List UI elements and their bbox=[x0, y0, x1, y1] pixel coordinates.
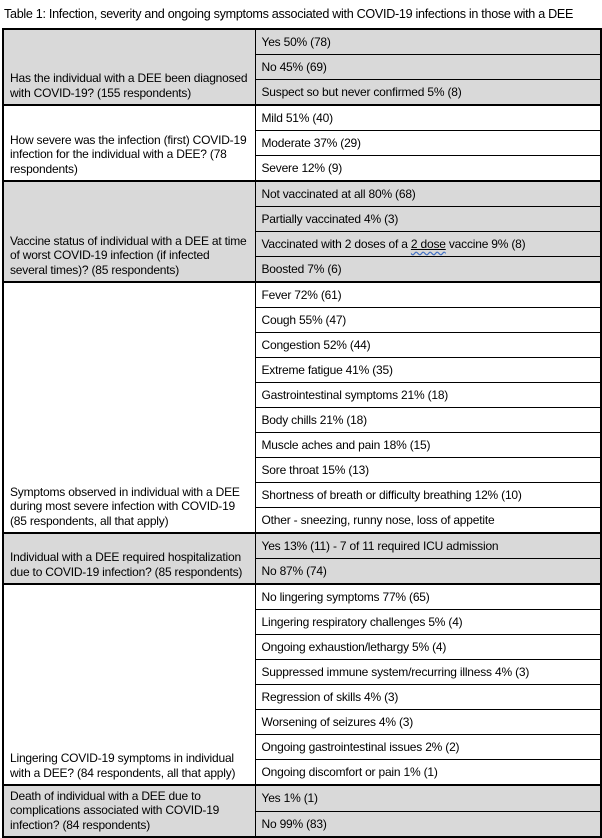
survey-table bbox=[2, 28, 602, 838]
table-row bbox=[3, 29, 601, 55]
answer-cell: Not vaccinated at all 80% (68) bbox=[255, 181, 601, 207]
answer-cell: Mild 51% (40) bbox=[255, 105, 601, 131]
question-cell-death: Death of individual with a DEE due to complications associated with COVID-19 infection? (84 respondents) bbox=[3, 785, 255, 837]
answer-cell: Cough 55% (47) bbox=[255, 308, 601, 333]
answer-cell: Yes 13% (11) - 7 of 11 required ICU admission bbox=[255, 533, 601, 559]
table-caption: Table 1: Infection, severity and ongoing symptoms associated with COVID-19 infections in those with a DEE bbox=[4, 7, 574, 21]
table-row bbox=[3, 105, 601, 131]
answer-text-suffix: vaccine 9% (8) bbox=[445, 236, 526, 251]
answer-cell: Lingering respiratory challenges 5% (4) bbox=[255, 610, 601, 635]
answer-cell: Extreme fatigue 41% (35) bbox=[255, 358, 601, 383]
table-row bbox=[3, 282, 601, 308]
dose-underlined-text[interactable]: 2 dose bbox=[410, 236, 446, 251]
answer-cell: Muscle aches and pain 18% (15) bbox=[255, 433, 601, 458]
answer-cell: Shortness of breath or difficulty breathing 12% (10) bbox=[255, 483, 601, 508]
answer-cell: Regression of skills 4% (3) bbox=[255, 685, 601, 710]
spellcheck-squiggle bbox=[411, 237, 446, 251]
answer-text-prefix: Vaccinated with 2 doses of a bbox=[261, 236, 411, 251]
table-row bbox=[3, 584, 601, 610]
answer-cell: No lingering symptoms 77% (65) bbox=[255, 584, 601, 610]
answer-cell: Partially vaccinated 4% (3) bbox=[255, 207, 601, 232]
question-cell-lingering: Lingering COVID-19 symptoms in individual with a DEE? (84 respondents, all that apply) bbox=[3, 584, 255, 785]
answer-cell: Other - sneezing, runny nose, loss of appetite bbox=[255, 508, 601, 534]
question-cell-hospitalization: Individual with a DEE required hospitalization due to COVID-19 infection? (85 respondents) bbox=[3, 533, 255, 584]
answer-cell: Worsening of seizures 4% (3) bbox=[255, 710, 601, 735]
table-row bbox=[3, 181, 601, 207]
answer-cell: No 45% (69) bbox=[255, 55, 601, 80]
answer-cell: Severe 12% (9) bbox=[255, 156, 601, 182]
question-cell-vaccine-status: Vaccine status of individual with a DEE at time of worst COVID-19 infection (if infected several times)? (85 respondents) bbox=[3, 181, 255, 282]
answer-cell: Ongoing gastrointestinal issues 2% (2) bbox=[255, 735, 601, 760]
answer-cell: Fever 72% (61) bbox=[255, 282, 601, 308]
table-row bbox=[3, 533, 601, 559]
answer-cell: Sore throat 15% (13) bbox=[255, 458, 601, 483]
answer-cell: No 87% (74) bbox=[255, 559, 601, 585]
answer-cell: Moderate 37% (29) bbox=[255, 131, 601, 156]
answer-cell: Suppressed immune system/recurring illness 4% (3) bbox=[255, 660, 601, 685]
answer-cell: Body chills 21% (18) bbox=[255, 408, 601, 433]
answer-cell: Gastrointestinal symptoms 21% (18) bbox=[255, 383, 601, 408]
answer-cell: No 99% (83) bbox=[255, 811, 601, 837]
answer-cell: Boosted 7% (6) bbox=[255, 257, 601, 283]
answer-cell: Yes 50% (78) bbox=[255, 29, 601, 55]
question-cell-symptoms: Symptoms observed in individual with a DEE during most severe infection with COVID-19 (85 respondents, all that apply) bbox=[3, 282, 255, 533]
answer-cell: Yes 1% (1) bbox=[255, 785, 601, 811]
table-row bbox=[3, 785, 601, 811]
question-cell-diagnosed: Has the individual with a DEE been diagnosed with COVID-19? (155 respondents) bbox=[3, 29, 255, 105]
answer-cell-vaccinated bbox=[255, 232, 601, 257]
question-cell-severity: How severe was the infection (first) COVID-19 infection for the individual with a DEE? (78 respondents) bbox=[3, 105, 255, 181]
answer-cell: Suspect so but never confirmed 5% (8) bbox=[255, 80, 601, 106]
answer-cell: Ongoing exhaustion/lethargy 5% (4) bbox=[255, 635, 601, 660]
answer-cell: Congestion 52% (44) bbox=[255, 333, 601, 358]
answer-cell: Ongoing discomfort or pain 1% (1) bbox=[255, 760, 601, 786]
